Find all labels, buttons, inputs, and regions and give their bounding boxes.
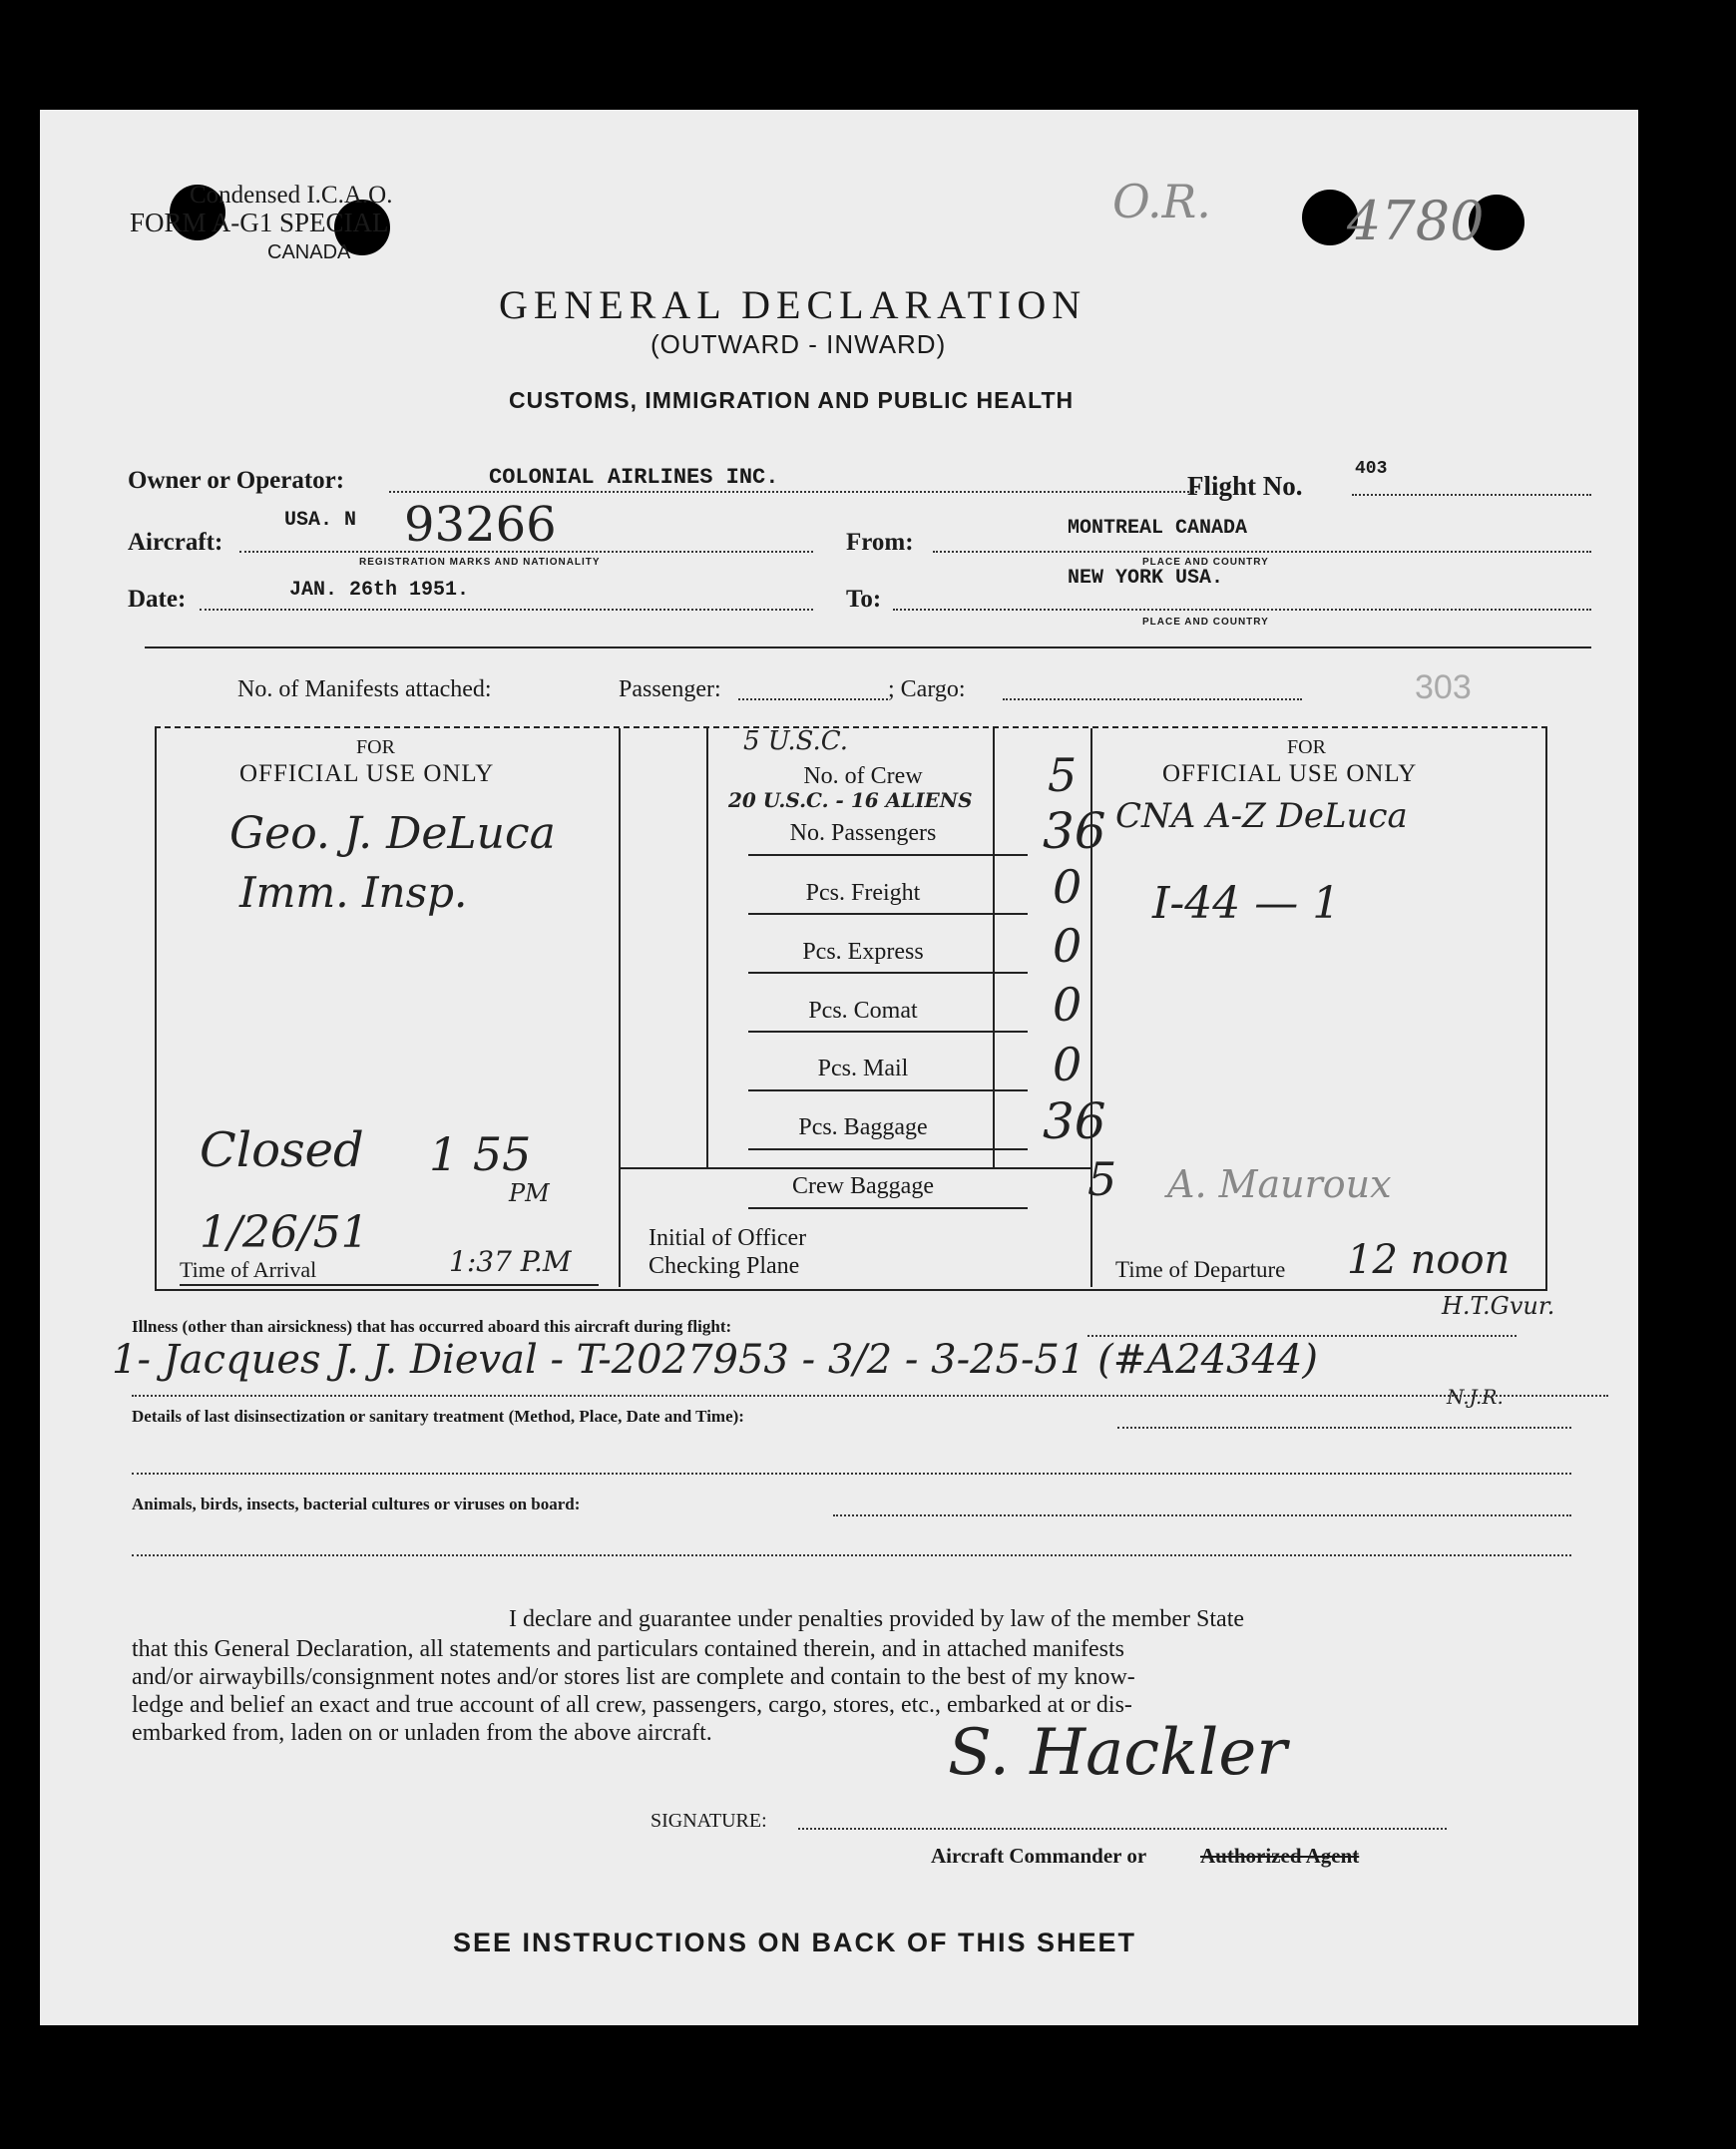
left-signature-2: Imm. Insp. [239,868,468,917]
row-value-crew-baggage: 5 [1087,1152,1117,1206]
cargo-line [1003,698,1302,700]
left-signature-1: Geo. J. DeLuca [229,808,556,859]
officer-label-1: Initial of Officer [649,1225,807,1251]
page-subtitle: (OUTWARD - INWARD) [651,329,947,359]
declaration-sheet [40,110,1638,2025]
row-value-express: 0 [1053,919,1083,973]
row-label-express: Pcs. Express [802,939,924,965]
form-line-1: Condensed I.C.A.O. [190,182,393,209]
row-value-baggage: 36 [1043,1092,1106,1150]
illness-line-2 [132,1395,1608,1397]
to-value: NEW YORK USA. [1068,567,1224,590]
row-value-mail: 0 [1053,1038,1083,1091]
departure-value: 12 noon [1347,1237,1511,1283]
row-value-comat: 0 [1053,978,1083,1032]
crew-note: 5 U.S.C. [743,726,848,756]
commander-label: Aircraft Commander or [931,1844,1147,1868]
row-rule [748,1031,1028,1033]
right-note-2: I-44 — 1 [1152,878,1341,929]
left-official: OFFICIAL USE ONLY [239,760,495,787]
agent-struck: Authorized Agent [1200,1844,1360,1868]
row-label-crew: No. of Crew [803,763,923,789]
signature-label: SIGNATURE: [651,1810,767,1832]
place-caption-2: PLACE AND COUNTRY [1142,617,1269,628]
cargo-label: ; Cargo: [888,676,966,702]
place-caption-1: PLACE AND COUNTRY [1142,557,1269,568]
from-value: MONTREAL CANADA [1068,517,1248,540]
row-label-comat: Pcs. Comat [808,998,918,1024]
left-for: FOR [356,736,395,758]
right-note-1: CNA A-Z DeLuca [1115,796,1408,836]
animals-line [833,1514,1571,1516]
row-rule [748,913,1028,915]
passenger-line [738,698,888,700]
arrival-label: Time of Arrival [180,1257,317,1282]
animals-line-2 [132,1554,1571,1556]
owner-label: Owner or Operator: [128,467,345,494]
divider [145,646,1591,648]
file-mark: O.R. [1112,175,1211,228]
disinsect-line [1117,1427,1571,1429]
row-label-crew-baggage: Crew Baggage [792,1173,934,1199]
illness-handwritten: 1- Jacques J. J. Dieval - T-2027953 - 3/2 - 3-25-51 (#A24344) [112,1337,1318,1383]
right-official: OFFICIAL USE ONLY [1162,760,1418,787]
declaration-line-1: I declare and guarantee under penalties provided by law of the member State [509,1606,1245,1632]
footer-instructions: SEE INSTRUCTIONS ON BACK OF THIS SHEET [453,1928,1137,1957]
aircraft-value: 93266 [404,497,557,553]
pass-note: 20 U.S.C. - 16 ALIENS [728,788,973,812]
illness-initials-2: N.J.R. [1447,1385,1504,1409]
page-title: GENERAL DECLARATION [499,282,1087,327]
row-rule [748,1089,1028,1091]
arrival-line [180,1284,599,1286]
row-rule [748,1148,1028,1150]
flight-line [1352,494,1591,496]
declaration-line-2: that this General Declaration, all statements and particulars contained therein, and in attached manifests [132,1636,1124,1662]
illness-label: Illness (other than airsickness) that has occurred aboard this aircraft during flight: [132,1317,732,1336]
row-label-freight: Pcs. Freight [805,880,921,906]
box-divider-inner-2 [993,728,995,1167]
box-divider-inner [706,728,708,1167]
animals-label: Animals, birds, insects, bacterial cultures or viruses on board: [132,1495,581,1513]
declaration-line-4: ledge and belief an exact and true account of all crew, passengers, cargo, stores, etc., embarked at or dis- [132,1692,1132,1718]
owner-value: COLONIAL AIRLINES INC. [489,465,779,490]
closed-pm: PM [509,1179,550,1207]
page-subtitle-2: CUSTOMS, IMMIGRATION AND PUBLIC HEALTH [509,387,1075,413]
aircraft-prefix: USA. N [284,509,357,532]
row-label-baggage: Pcs. Baggage [798,1114,928,1140]
row-rule [748,1207,1028,1209]
from-line [933,551,1591,553]
closed-note: Closed [200,1122,364,1178]
flight-label: Flight No. [1187,471,1303,501]
owner-line [389,491,1197,493]
row-rule [748,972,1028,974]
signature-line [798,1828,1447,1830]
arrival-value: 1:37 P.M [449,1245,572,1278]
disinsect-label: Details of last disinsectization or sanitary treatment (Method, Place, Date and Time): [132,1407,744,1426]
row-rule [748,854,1028,856]
file-number: 4780 [1347,190,1485,252]
row-label-mail: Pcs. Mail [817,1056,909,1081]
date-label: Date: [128,586,187,613]
departure-label: Time of Departure [1115,1257,1286,1282]
manifests-label: No. of Manifests attached: [237,676,492,702]
form-line-2: FORM A-G1 SPECIAL [130,208,389,237]
box-divider-left [619,728,621,1287]
stamp-number: 303 [1415,668,1472,706]
right-signature: A. Mauroux [1167,1162,1392,1206]
declaration-line-3: and/or airwaybills/consignment notes and/or stores list are complete and contain to the best of my know- [132,1664,1135,1690]
flight-value: 403 [1355,459,1388,479]
registration-caption: REGISTRATION MARKS AND NATIONALITY [359,557,601,568]
row-value-crew: 5 [1048,748,1078,802]
officer-label-2: Checking Plane [649,1253,800,1279]
to-line [893,609,1591,611]
to-label: To: [846,586,882,613]
row-label-passengers: No. Passengers [789,820,937,846]
aircraft-label: Aircraft: [128,529,223,556]
date-line [200,609,813,611]
right-for: FOR [1287,736,1326,758]
declaration-line-5: embarked from, laden on or unladen from the above aircraft. [132,1720,712,1746]
closed-time: 1 55 [429,1127,532,1181]
row-value-freight: 0 [1053,860,1083,914]
passenger-label: Passenger: [619,676,721,702]
illness-initials: H.T.Gvur. [1442,1292,1555,1320]
from-label: From: [846,529,914,556]
date-value: JAN. 26th 1951. [289,579,470,602]
signature-value: S. Hackler [948,1716,1287,1790]
disinsect-line-2 [132,1473,1571,1475]
form-line-3: CANADA [267,241,351,263]
arrival-date: 1/26/51 [200,1207,369,1258]
row-value-passengers: 36 [1043,802,1106,860]
box-row-bottom [621,1167,1091,1169]
